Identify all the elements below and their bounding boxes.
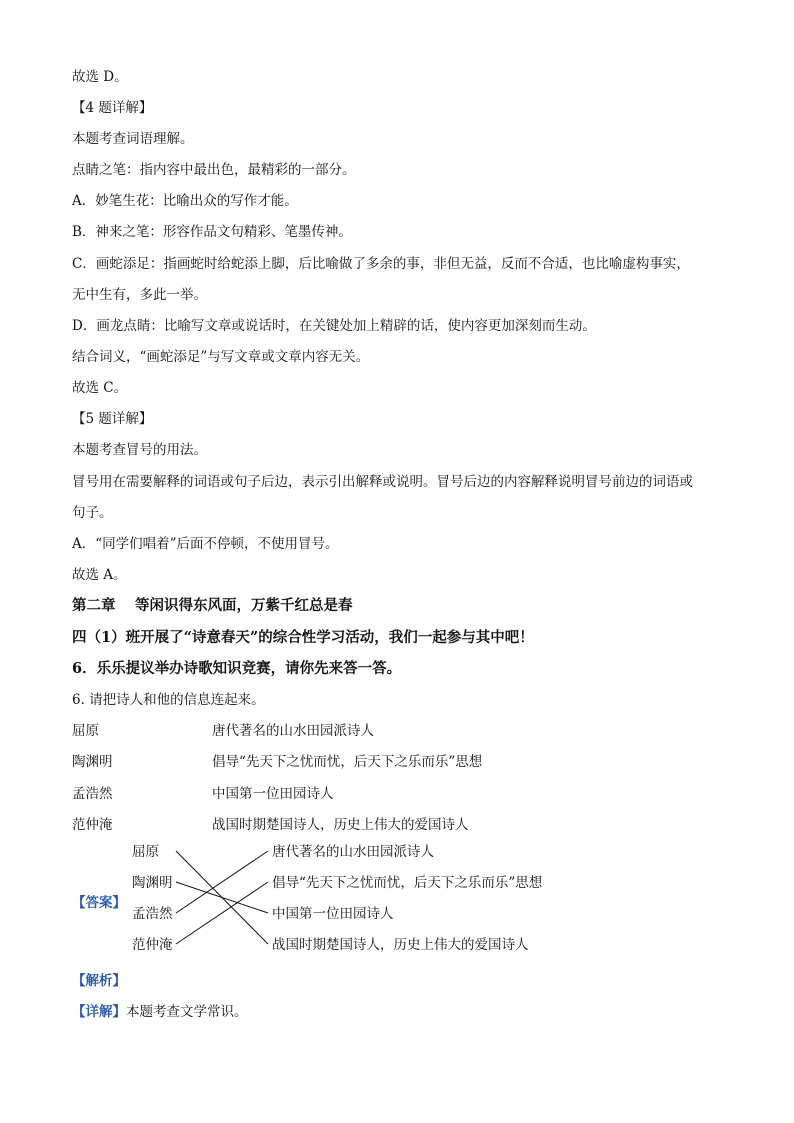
answer-poet: 陶渊明 [132,875,173,891]
q4-summary: 结合词义，“画蛇添足”与写文章或文章内容无关。 [72,349,370,365]
detail-label: 【详解】 [72,1004,126,1020]
answer-links [176,851,268,944]
detail-text: 本题考查文学常识。 [126,1004,248,1020]
q5-option-a: A．“同学们唱着”后面不停顿，不使用冒号。 [72,536,339,552]
q4-option-d: D．画龙点睛：比喻写文章或说话时，在关键处加上精辟的话，使内容更加深刻而生动。 [72,318,596,334]
question-poet: 屈原 [72,723,99,739]
q4-option-c-line1: C．画蛇添足：指画蛇时给蛇添上脚，后比喻做了多余的事，非但无益，反而不合适，也比喻虚构事实， [72,256,690,272]
q5-header: 【5 题详解】 [72,411,153,427]
q4-option-a: A．妙笔生花：比喻出众的写作才能。 [72,193,298,209]
q6-title: 6．乐乐提议举办诗歌知识竞赛，请你先来答一答。 [72,660,402,677]
answer-matching-diagram [0,840,794,970]
activity-title: 四（1）班开展了“诗意春天”的综合性学习活动，我们一起参与其中吧！ [72,629,534,646]
answer-description: 战国时期楚国诗人，历史上伟大的爱国诗人 [272,937,529,953]
question-poet: 孟浩然 [72,786,113,802]
q4-header: 【4 题详解】 [72,100,153,116]
q6-prompt: 6. 请把诗人和他的信息连起来。 [72,692,265,708]
q5-rule-line1: 冒号用在需要解释的词语或句子后边，表示引出解释或说明。冒号后边的内容解释说明冒号前边的词语或 [72,474,693,490]
q5-intro: 本题考查冒号的用法。 [72,442,207,458]
question-description: 战国时期楚国诗人，历史上伟大的爱国诗人 [212,817,469,833]
answer-poets [132,844,173,953]
answer-link-line [176,851,268,913]
q4-option-b: B．神来之笔：形容作品文句精彩、笔墨传神。 [72,224,352,240]
answer-description: 倡导“先天下之忧而忧，后天下之乐而乐”思想 [272,875,543,891]
question-poet: 范仲淹 [72,817,113,833]
chapter-title: 第二章 等闲识得东风面，万紫千红总是春 [72,597,353,614]
answer-descriptions [272,843,543,953]
answer-description: 唐代著名的山水田园派诗人 [272,844,434,860]
q4-intro: 本题考查词语理解。 [72,131,194,147]
q4-option-c-line2: 无中生有，多此一举。 [72,287,207,303]
question-description: 中国第一位田园诗人 [212,786,334,802]
answer-link-line [176,882,268,944]
analysis-label: 【解析】 [72,973,126,989]
question-description: 倡导“先天下之忧而忧，后天下之乐而乐”思想 [212,754,483,770]
answer-label: 【答案】 [72,895,126,911]
question-poet: 陶渊明 [72,754,113,770]
q5-conclusion: 故选 A。 [72,567,127,583]
answer-poet: 孟浩然 [132,906,173,922]
q4-conclusion: 故选 C。 [72,380,128,396]
answer-link-line [176,882,268,913]
detail-line [72,1003,248,1021]
q4-definition: 点睛之笔：指内容中最出色，最精彩的一部分。 [72,162,356,178]
q3-conclusion: 故选 D。 [72,69,128,85]
q5-rule-line2: 句子。 [72,505,113,521]
answer-poet: 屈原 [132,844,159,860]
answer-poet: 范仲淹 [132,937,173,953]
question-description: 唐代著名的山水田园派诗人 [212,723,374,739]
answer-description: 中国第一位田园诗人 [272,906,394,922]
